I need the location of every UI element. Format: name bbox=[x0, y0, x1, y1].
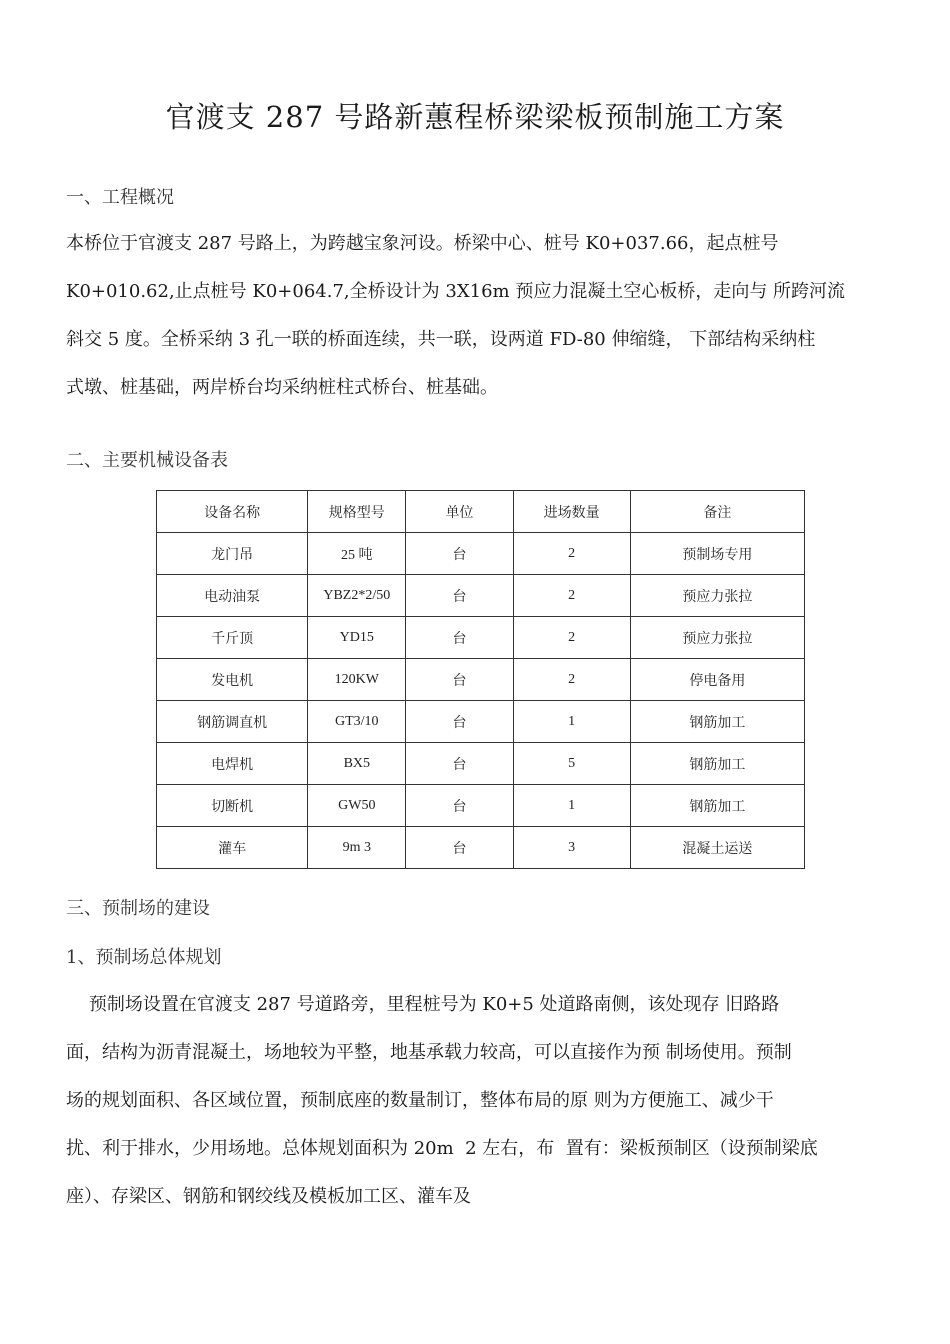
table-cell: 台 bbox=[406, 785, 513, 827]
table-cell: BX5 bbox=[308, 743, 406, 785]
table-cell: GW50 bbox=[308, 785, 406, 827]
table-cell: 灌车 bbox=[157, 827, 308, 869]
table-row bbox=[157, 743, 805, 785]
table-row bbox=[157, 533, 805, 575]
document-title: 官渡支 287 号路新蕙程桥梁梁板预制施工方案 bbox=[165, 100, 785, 134]
table-cell: 电动油泵 bbox=[157, 575, 308, 617]
table-cell: 台 bbox=[406, 575, 513, 617]
table-cell: 1 bbox=[513, 785, 630, 827]
table-cell: 龙门吊 bbox=[157, 533, 308, 575]
table-cell: 5 bbox=[513, 743, 630, 785]
table-cell: 混凝土运送 bbox=[630, 827, 804, 869]
table-header-row bbox=[157, 491, 805, 533]
paragraph-line: K0+010.62,止点桩号 K0+064.7,全桥设计为 3X16m 预应力混凝土空心板桥，走向与 所跨河流 bbox=[66, 281, 846, 302]
column-header: 设备名称 bbox=[157, 491, 308, 533]
table-cell: 停电备用 bbox=[630, 659, 804, 701]
table-cell: 120KW bbox=[308, 659, 406, 701]
overall-plan-paragraph bbox=[66, 981, 896, 1221]
table-cell: 钢筋加工 bbox=[630, 701, 804, 743]
column-header: 进场数量 bbox=[513, 491, 630, 533]
table-cell: 预制场专用 bbox=[630, 533, 804, 575]
table-row bbox=[157, 575, 805, 617]
equipment-table bbox=[156, 490, 805, 869]
paragraph-line: 预制场设置在官渡支 287 号道路旁，里程桩号为 K0+5 处道路南侧，该处现存 旧路路 bbox=[66, 994, 780, 1015]
table-cell: 25 吨 bbox=[308, 533, 406, 575]
table-cell: 台 bbox=[406, 743, 513, 785]
section-heading-precast-yard: 三、预制场的建设 bbox=[66, 898, 210, 919]
table-cell: 钢筋加工 bbox=[630, 785, 804, 827]
table-cell: 3 bbox=[513, 827, 630, 869]
table-row bbox=[157, 659, 805, 701]
column-header: 单位 bbox=[406, 491, 513, 533]
table-cell: 千斤顶 bbox=[157, 617, 308, 659]
paragraph-line: 本桥位于官渡支 287 号路上，为跨越宝象河设。桥梁中心、桩号 K0+037.66，起点桩号 bbox=[66, 233, 779, 254]
table-cell: 台 bbox=[406, 701, 513, 743]
table-row bbox=[157, 701, 805, 743]
table-cell: 发电机 bbox=[157, 659, 308, 701]
table-row bbox=[157, 617, 805, 659]
table-cell: 台 bbox=[406, 533, 513, 575]
table-cell: 电焊机 bbox=[157, 743, 308, 785]
paragraph-line: 面，结构为沥青混凝土，场地较为平整，地基承载力较高，可以直接作为预 制场使用。预制 bbox=[66, 1042, 792, 1063]
table-row bbox=[157, 827, 805, 869]
paragraph-line: 斜交 5 度。全桥采纳 3 孔一联的桥面连续，共一联，设两道 FD-80 伸缩缝， 下部结构采纳柱 bbox=[66, 329, 816, 350]
paragraph-line: 扰、利于排水，少用场地。总体规划面积为 20m 2 左右，布 置有：梁板预制区（设预制梁底 bbox=[66, 1138, 818, 1159]
table-cell: 钢筋加工 bbox=[630, 743, 804, 785]
table-row bbox=[157, 785, 805, 827]
table-cell: 9m 3 bbox=[308, 827, 406, 869]
table-cell: 台 bbox=[406, 659, 513, 701]
paragraph-line: 式墩、桩基础，两岸桥台均采纳桩柱式桥台、桩基础。 bbox=[66, 377, 498, 398]
table-cell: YBZ2*2/50 bbox=[308, 575, 406, 617]
table-cell: YD15 bbox=[308, 617, 406, 659]
table-cell: 台 bbox=[406, 827, 513, 869]
table-cell: 2 bbox=[513, 617, 630, 659]
table-cell: 钢筋调直机 bbox=[157, 701, 308, 743]
table-cell: 台 bbox=[406, 617, 513, 659]
table-cell: GT3/10 bbox=[308, 701, 406, 743]
section-heading-equipment: 二、主要机械设备表 bbox=[66, 450, 228, 471]
table-cell: 2 bbox=[513, 533, 630, 575]
overview-paragraph bbox=[66, 220, 896, 412]
column-header: 规格型号 bbox=[308, 491, 406, 533]
table-cell: 2 bbox=[513, 659, 630, 701]
paragraph-line: 座）、存梁区、钢筋和钢绞线及模板加工区、灌车及 bbox=[66, 1186, 471, 1207]
section-heading-overview: 一、工程概况 bbox=[66, 187, 174, 208]
column-header: 备注 bbox=[630, 491, 804, 533]
table-cell: 2 bbox=[513, 575, 630, 617]
table-cell: 预应力张拉 bbox=[630, 575, 804, 617]
table-cell: 预应力张拉 bbox=[630, 617, 804, 659]
subsection-heading-overall-plan: 1、预制场总体规划 bbox=[66, 947, 222, 968]
table-cell: 1 bbox=[513, 701, 630, 743]
table-cell: 切断机 bbox=[157, 785, 308, 827]
paragraph-line: 场的规划面积、各区域位置，预制底座的数量制订，整体布局的原 则为方便施工、减少干 bbox=[66, 1090, 774, 1111]
